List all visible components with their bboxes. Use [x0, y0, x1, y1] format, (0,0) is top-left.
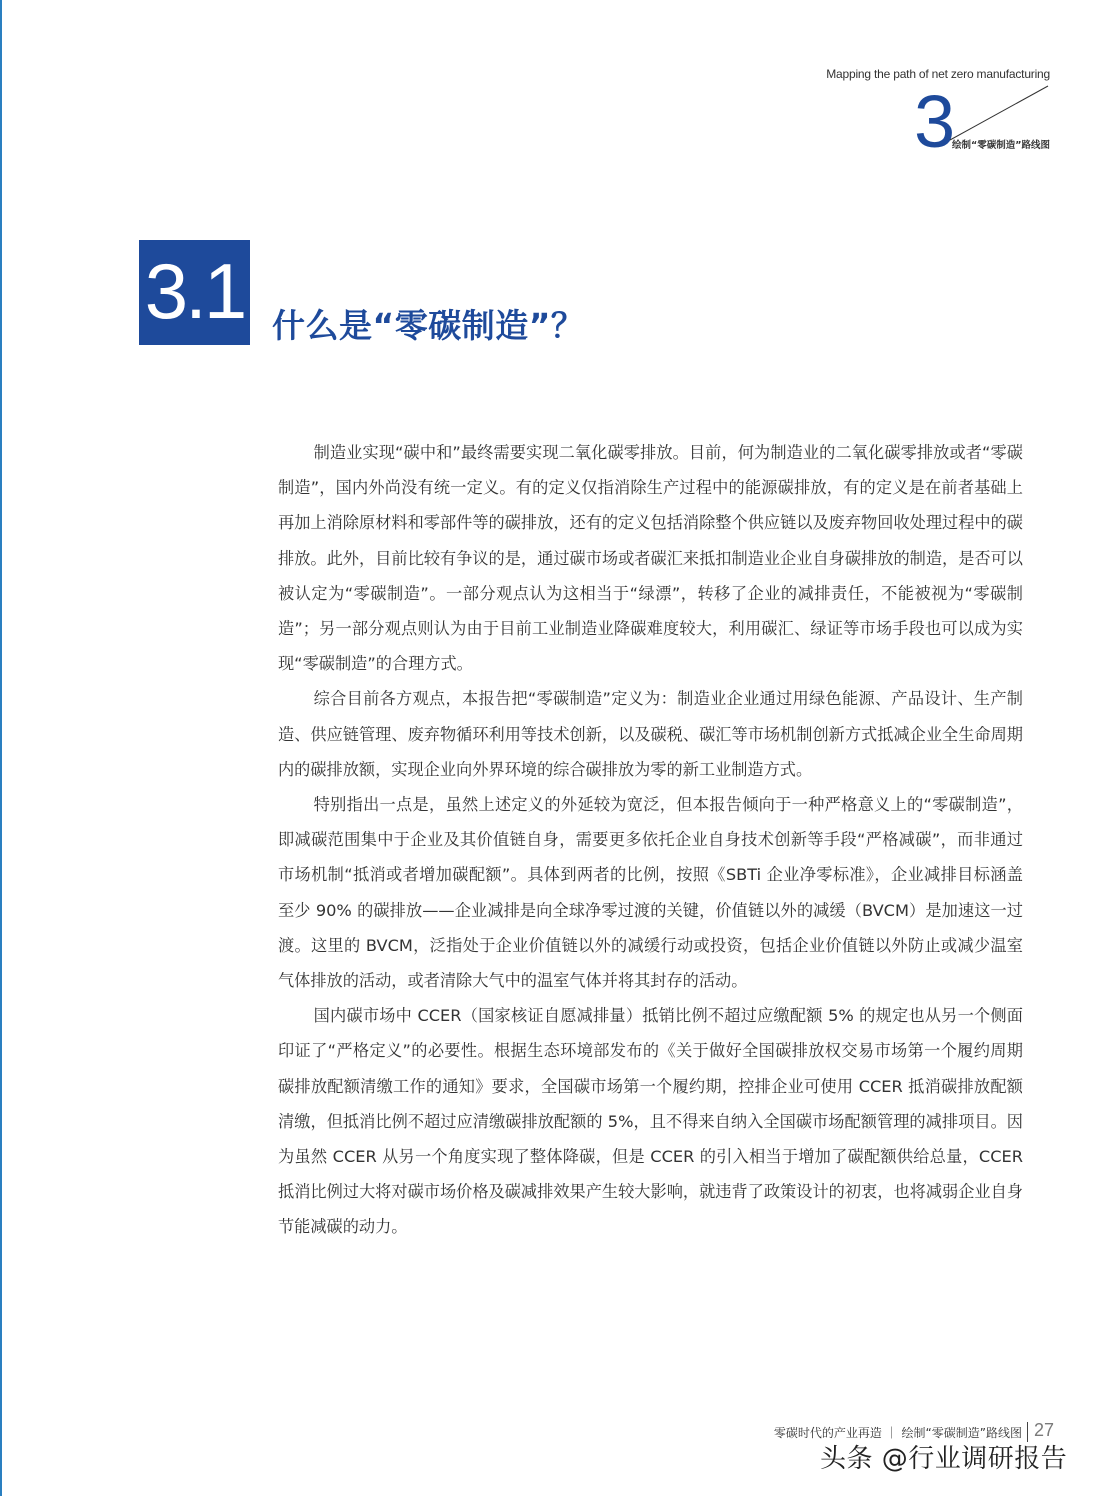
left-edge-rule [0, 0, 2, 1496]
paragraph: 特别指出一点是，虽然上述定义的外延较为宽泛，但本报告倾向于一种严格意义上的“零碳制造”，即减碳范围集中于企业及其价值链自身，需要更多依托企业自身技术创新等手段“严格减碳”，而非通过市场机制“抵消或者增加碳配额”。具体到两者的比例，按照《SBTi 企业净零标准》，企业减排目标涵盖至少 90% 的碳排放——企业减排是向全球净零过渡的关键，价值链以外的减缓（BVCM）是加速这一过渡。这里的 BVCM，泛指处于企业价值链以外的减缓行动或投资，包括企业价值链以外防止或减少温室气体排放的活动，或者清除大气中的温室气体并将其封存的活动。 [278, 795, 1023, 991]
section-title: 什么是“零碳制造”？ [272, 306, 585, 345]
chapter-chinese-title: 绘制“零碳制造”路线图 [952, 140, 1050, 151]
paragraph: 国内碳市场中 CCER（国家核证自愿减排量）抵销比例不超过应缴配额 5% 的规定也从另一个侧面印证了“严格定义”的必要性。根据生态环境部发布的《关于做好全国碳排放权交易市场第一个履约周期碳排放配额清缴工作的通知》要求，全国碳市场第一个履约期，控排企业可使用 CCER 抵消碳排放配额清缴，但抵消比例不超过应清缴碳排放配额的 5%，且不得来自纳入全国碳市场配额管理的减排项目。因为虽然 CCER 从另一个角度实现了整体降碳，但是 CCER 的引入相当于增加了碳配额供给总量，CCER 抵消比例过大将对碳市场价格及碳减排效果产生较大影响，就违背了政策设计的初衷，也将减弱企业自身节能减碳的动力。 [278, 1006, 1023, 1237]
footer-running-title: 零碳时代的产业再造 ｜ 绘制“零碳制造”路线图 [773, 1426, 1022, 1440]
page-number: 27 [1034, 1420, 1055, 1440]
chapter-number: 3 [914, 80, 956, 163]
section-number: 3.1 [144, 247, 245, 335]
body-text [278, 435, 1023, 1245]
section-number-badge [139, 240, 250, 345]
paragraph: 综合目前各方观点，本报告把“零碳制造”定义为：制造业企业通过用绿色能源、产品设计、生产制造、供应链管理、废弃物循环利用等技术创新，以及碳税、碳汇等市场机制创新方式抵减企业全生命周期内的碳排放额，实现企业向外界环境的综合碳排放为零的新工业制造方式。 [278, 689, 1023, 779]
paragraph: 制造业实现“碳中和”最终需要实现二氧化碳零排放。目前，何为制造业的二氧化碳零排放或者“零碳制造”，国内外尚没有统一定义。有的定义仅指消除生产过程中的能源碳排放，有的定义是在前者基础上再加上消除原材料和零部件等的碳排放，还有的定义包括消除整个供应链以及废弃物回收处理过程中的碳排放。此外，目前比较有争议的是，通过碳市场或者碳汇来抵扣制造业企业自身碳排放的制造，是否可以被认定为“零碳制造”。一部分观点认为这相当于“绿漂”，转移了企业的减排责任，不能被视为“零碳制造”；另一部分观点则认为由于目前工业制造业降碳难度较大，利用碳汇、绿证等市场手段也可以成为实现“零碳制造”的合理方式。 [278, 443, 1023, 674]
chapter-divider-line [944, 84, 1054, 144]
watermark: 头条 @行业调研报告 [820, 1444, 1068, 1474]
chapter-english-title: Mapping the path of net zero manufacturing [826, 67, 1050, 81]
